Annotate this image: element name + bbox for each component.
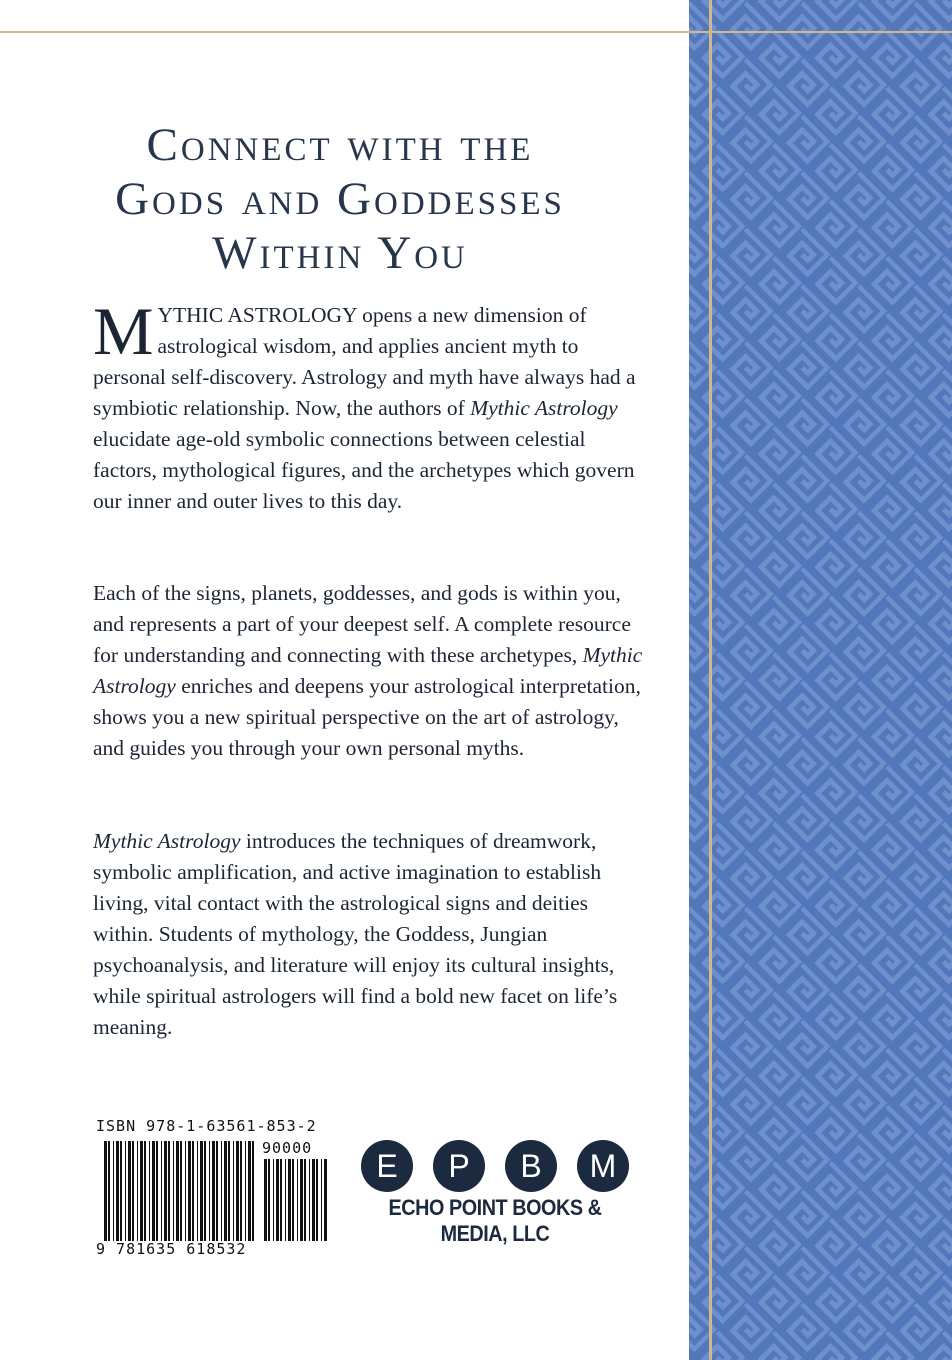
barcode-bar — [304, 1159, 306, 1241]
barcode-bar — [228, 1141, 230, 1241]
barcode-bar — [140, 1141, 143, 1241]
barcode-bar — [185, 1141, 186, 1241]
barcode-bar — [197, 1141, 198, 1241]
barcode-bar — [168, 1141, 170, 1241]
drop-cap: M — [93, 293, 154, 369]
barcode-bar — [273, 1159, 274, 1241]
barcode-bar — [156, 1141, 158, 1241]
gold-panel-rule — [689, 31, 952, 33]
publisher-name: ECHO POINT BOOKS & MEDIA, LLC — [388, 1195, 602, 1246]
barcode-bar — [200, 1141, 203, 1241]
paragraph-2-italic: Mythic Astrology — [93, 643, 643, 698]
isbn-barcode — [92, 1117, 342, 1267]
barcode-bar — [180, 1141, 182, 1241]
addon-barcode — [264, 1159, 327, 1241]
barcode-bar — [285, 1159, 286, 1241]
barcode-bar — [297, 1159, 298, 1241]
barcode-bar — [236, 1141, 239, 1241]
barcode-bar — [264, 1159, 267, 1241]
barcode-bar — [132, 1141, 134, 1241]
barcode-bar — [173, 1141, 174, 1241]
barcode-bar — [192, 1141, 194, 1241]
barcode-bar — [128, 1141, 131, 1241]
barcode-bar — [280, 1159, 282, 1241]
barcode-bar — [268, 1159, 270, 1241]
greek-key-panel — [689, 0, 952, 1360]
logo-circle-e: E — [361, 1140, 413, 1192]
title-caps: YTHIC ASTROLOGY — [157, 303, 357, 327]
headline-line-2: Gods and Goddesses — [115, 173, 565, 225]
barcode-bar — [161, 1141, 162, 1241]
barcode-bar — [309, 1159, 310, 1241]
barcode-bar — [209, 1141, 210, 1241]
logo-circle-m: M — [577, 1140, 629, 1192]
barcode-bar — [113, 1141, 114, 1241]
paragraph-3 — [93, 826, 653, 1043]
barcode-bar — [288, 1159, 291, 1241]
paragraph-1-text-a: opens a new dimension of astrological wisdom, and applies ancient myth to personal self-discovery. Astrology and myth have always had a symbiotic relationship. Now, the authors of — [93, 303, 636, 420]
barcode-bar — [240, 1141, 242, 1241]
barcode-bar — [324, 1159, 327, 1241]
barcode-bar — [108, 1141, 110, 1241]
barcode-bar — [152, 1141, 155, 1241]
barcode-bar — [276, 1159, 279, 1241]
logo-circle-p: P — [433, 1140, 485, 1192]
barcode-bar — [216, 1141, 218, 1241]
barcode-bar — [137, 1141, 138, 1241]
cover-headline — [40, 118, 640, 280]
barcode-bar — [233, 1141, 234, 1241]
barcode-bar — [204, 1141, 206, 1241]
paragraph-1-italic: Mythic Astrology — [470, 396, 618, 420]
paragraph-1-text-b: elucidate age-old symbolic connections between celestial factors, mythological figures, and the archetypes which govern our inner and outer lives to this day. — [93, 427, 635, 513]
barcode-bar — [120, 1141, 122, 1241]
paragraph-2-text-b: enriches and deepens your astrological interpretation, shows you a new spiritual perspective on the art of astrology, and guides you through your own personal myths. — [93, 674, 641, 760]
paragraph-3-italic: Mythic Astrology — [93, 829, 241, 853]
headline-line-3: Within You — [212, 227, 468, 279]
logo-circle-b: B — [505, 1140, 557, 1192]
greek-key-pattern — [689, 0, 952, 1360]
barcode-bar — [144, 1141, 146, 1241]
main-barcode — [104, 1141, 254, 1241]
barcode-bar — [300, 1159, 303, 1241]
paragraph-2-text-a: Each of the signs, planets, goddesses, and gods is within you, and represents a part of your deepest self. A complete resource for understanding and connecting with these archetypes, — [93, 581, 631, 667]
barcode-bar — [104, 1141, 107, 1241]
barcode-bar — [248, 1141, 251, 1241]
barcode-bar — [316, 1159, 318, 1241]
barcode-bar — [292, 1159, 294, 1241]
barcode-bar — [321, 1159, 322, 1241]
gold-vertical-rule — [709, 0, 712, 1360]
barcode-bar — [224, 1141, 227, 1241]
publisher-logo — [356, 1140, 634, 1246]
headline-line-1: Connect with the — [146, 119, 534, 171]
barcode-bar — [164, 1141, 167, 1241]
barcode-bar — [125, 1141, 126, 1241]
barcode-bar — [252, 1141, 254, 1241]
barcode-bar — [116, 1141, 119, 1241]
isbn-label: ISBN 978-1-63561-853-2 — [96, 1117, 317, 1135]
barcode-bar — [149, 1141, 150, 1241]
barcode-bar — [212, 1141, 215, 1241]
addon-number: 90000 — [262, 1139, 313, 1157]
barcode-bar — [176, 1141, 179, 1241]
barcode-bar — [245, 1141, 246, 1241]
barcode-bar — [312, 1159, 315, 1241]
paragraph-1 — [93, 293, 653, 517]
barcode-bar — [188, 1141, 191, 1241]
paragraph-2 — [93, 578, 653, 764]
paragraph-3-text-b: introduces the techniques of dreamwork, symbolic amplification, and active imagination to establish living, vital contact with the astrological signs and deities within. Students of mythology, the Goddess, Jungian psychoanalysis, and literature will enjoy its cultural insights, while spiritual astrologers will find a bold new facet on life’s meaning. — [93, 829, 618, 1039]
barcode-bar — [221, 1141, 222, 1241]
barcode-number: 9 781635 618532 — [96, 1240, 247, 1258]
